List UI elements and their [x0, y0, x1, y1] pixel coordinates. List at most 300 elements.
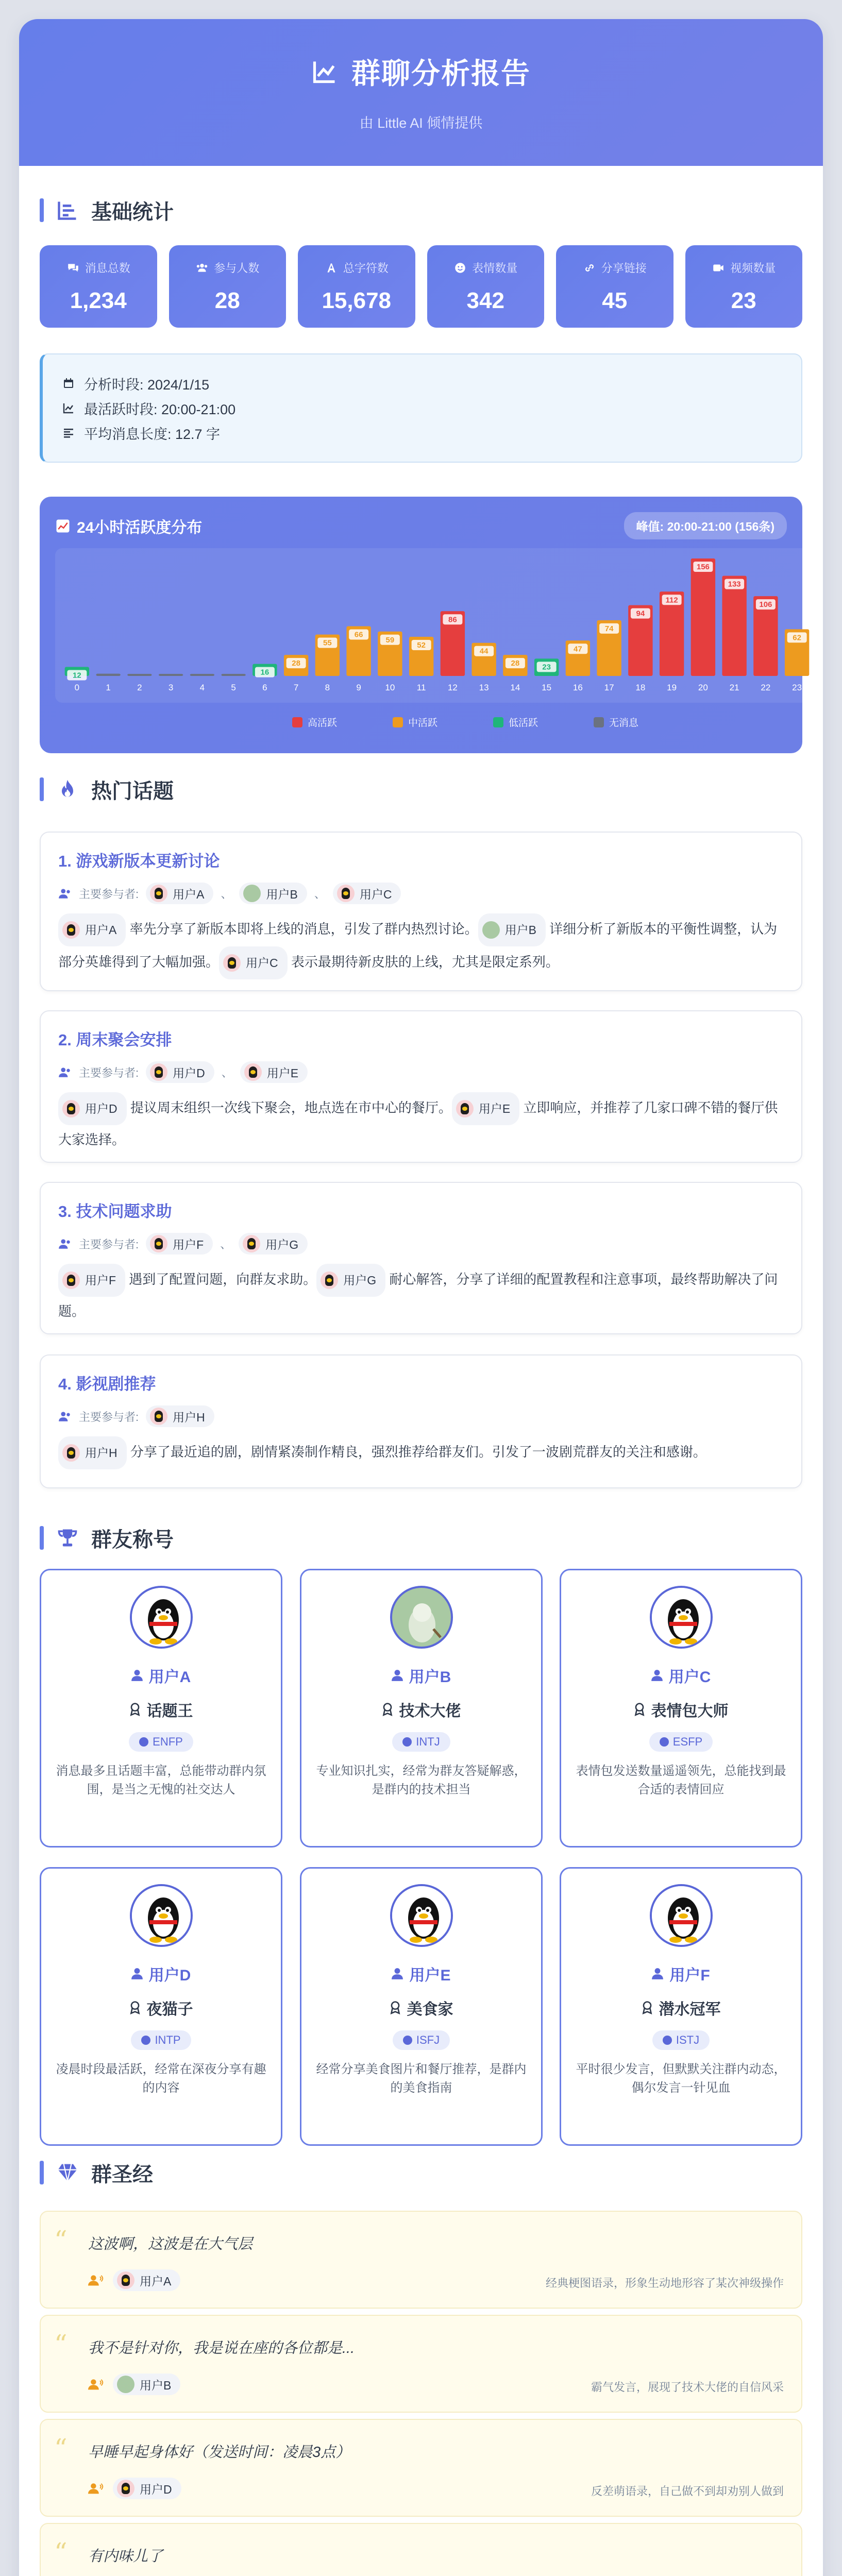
member-title: 潜水冠军 [659, 2001, 721, 2018]
quote-mark-icon: “ [54, 2329, 68, 2359]
stat-card-link [556, 245, 673, 328]
avatar [150, 1235, 167, 1252]
avatar [482, 921, 500, 939]
user-chip [58, 1436, 127, 1469]
legend-label: 无消息 [609, 718, 639, 728]
topic-participants [58, 1233, 784, 1255]
stat-label: 分享链接 [601, 262, 647, 275]
user-icon [131, 1669, 143, 1682]
page-title: 群聊分析报告 [19, 51, 823, 92]
member-title-reason: 凌晨时段最活跃，经常在深夜分享有趣的内容 [56, 2062, 266, 2095]
bar-value-label: 156 [696, 563, 710, 571]
legend-swatch [493, 717, 503, 727]
section-bar [40, 777, 44, 801]
award-icon [382, 1703, 393, 1716]
avatar-illustration [392, 1588, 453, 1649]
legend-swatch [594, 717, 604, 727]
x-tick-label: 2 [137, 683, 142, 692]
x-tick-label: 18 [635, 683, 646, 692]
member-title-row [301, 1698, 541, 1721]
x-tick-label: 11 [416, 683, 426, 692]
x-tick-label: 20 [698, 683, 708, 692]
member-name: 用户A [148, 1669, 191, 1686]
penguin-avatar [652, 1588, 713, 1649]
bar-value-label: 66 [354, 630, 363, 639]
member-title-row [561, 1996, 801, 2019]
quote-reason: 经典梗图语录，形象生动地形容了某次神级操作 [545, 2277, 784, 2290]
legend-swatch [393, 717, 403, 727]
mbti-badge [392, 1732, 450, 1752]
member-name: 用户F [669, 1967, 710, 1984]
participants-label: 主要参与者: [79, 1066, 139, 1079]
member-title-card [40, 1867, 282, 2146]
member-title: 夜猫子 [146, 2001, 193, 2018]
penguin-avatar [652, 1886, 713, 1947]
quote-card [40, 2523, 802, 2576]
section-bar [40, 2161, 44, 2184]
bar-hour-5 [221, 674, 245, 676]
user-chip [239, 883, 307, 904]
award-icon [642, 2001, 653, 2014]
user-voice-icon [88, 2274, 104, 2286]
member-title: 表情包大师 [651, 1703, 729, 1720]
participants-label: 主要参与者: [79, 887, 139, 901]
bar-value-label: 112 [665, 596, 678, 605]
topic-card [40, 1354, 802, 1488]
quote-reason: 反差萌语录，自己做不到却劝别人做到 [591, 2485, 784, 2498]
section-title-basic: 基础统计 [40, 195, 802, 226]
topic-description [58, 913, 784, 979]
description-text: 提议周末组织一次线下聚会，地点选在市中心的餐厅。 [126, 1099, 452, 1115]
quote-author [88, 2269, 180, 2291]
chart-line-icon [311, 58, 338, 85]
mbti-type: ISTJ [676, 2033, 700, 2046]
users-icon [58, 1066, 72, 1078]
avatar [62, 1444, 80, 1462]
member-avatar [130, 1586, 193, 1649]
member-title-reason: 表情包发送数量遥遥领先，总能找到最合适的表情回应 [576, 1764, 786, 1797]
award-icon [129, 1703, 141, 1716]
bar-value-label: 52 [417, 641, 426, 650]
user-name: 用户D [173, 1066, 205, 1080]
x-tick-label: 0 [74, 683, 80, 692]
user-chip [113, 2269, 180, 2291]
stat-value: 1,234 [70, 288, 127, 313]
quote-card [40, 2315, 802, 2413]
stat-label: 视频数量 [730, 262, 776, 275]
bar-value-label: 28 [511, 659, 520, 668]
stat-label-row [40, 260, 157, 276]
chat-bubbles-icon [66, 261, 80, 275]
mbti-type: INTP [155, 2033, 181, 2046]
user-icon [392, 1669, 403, 1682]
avatar [150, 1063, 167, 1081]
stat-label: 参与人数 [214, 262, 260, 275]
user-chip [219, 946, 288, 979]
user-name: 用户D [85, 1102, 117, 1115]
member-title: 美食家 [407, 2001, 453, 2018]
avatar [244, 1063, 262, 1081]
bar-value-label: 133 [728, 580, 741, 589]
avatar [62, 921, 80, 939]
stat-label-row [298, 260, 415, 276]
info-row [62, 371, 782, 396]
section-bar [40, 198, 44, 222]
user-name: 用户F [173, 1238, 204, 1251]
mbti-badge [649, 1732, 713, 1752]
x-tick-label: 1 [106, 683, 111, 692]
participants-label: 主要参与者: [79, 1410, 139, 1423]
penguin-avatar [392, 1886, 453, 1947]
participants-label: 主要参与者: [79, 1238, 139, 1251]
stat-card-chat-bubbles [40, 245, 157, 328]
user-chip [146, 1405, 214, 1427]
hourly-activity-chart [40, 497, 802, 753]
member-title-reason: 消息最多且话题丰富，总能带动群内氛围，是当之无愧的社交达人 [56, 1764, 266, 1797]
report-content [19, 195, 823, 753]
report-header [19, 19, 823, 166]
stat-card-font [298, 245, 415, 328]
avatar [243, 885, 261, 902]
user-chip [478, 913, 546, 946]
stat-label-row [427, 260, 545, 276]
topic-participants [58, 883, 784, 904]
avatar [117, 2272, 134, 2289]
member-title-card [300, 1569, 543, 1848]
stat-value: 23 [731, 288, 756, 313]
quote-text: 我不是针对你，我是说在座的各位都是... [88, 2340, 355, 2357]
avatar [337, 885, 355, 902]
mbti-type: ISFJ [416, 2033, 440, 2046]
stat-label: 表情数量 [472, 262, 518, 275]
x-tick-label: 12 [447, 683, 458, 692]
member-title-card [300, 1867, 543, 2146]
brain-icon [660, 1737, 669, 1747]
avatar [243, 1235, 260, 1252]
info-row [62, 420, 782, 445]
trend-icon [62, 402, 75, 414]
description-text: 率先分享了新版本即将上线的消息，引发了群内热烈讨论。 [126, 921, 478, 937]
user-name: 用户G [343, 1274, 377, 1287]
calendar-icon [62, 377, 75, 389]
topic-participants [58, 1061, 784, 1083]
user-chip [316, 1264, 385, 1297]
brain-icon [402, 1737, 412, 1747]
brain-icon [141, 2036, 150, 2045]
x-tick-label: 17 [604, 683, 614, 692]
quote-card [40, 2419, 802, 2517]
avatar [117, 2480, 134, 2497]
avatar [456, 1100, 474, 1117]
user-name: 用户C [246, 956, 278, 970]
info-text: 最活跃时段: 20:00-21:00 [84, 401, 236, 417]
separator: 、 [221, 887, 232, 901]
member-title-row [41, 1698, 281, 1721]
x-tick-label: 19 [667, 683, 677, 692]
topic-card [40, 832, 802, 991]
x-tick-label: 6 [262, 683, 267, 692]
member-title-card [560, 1867, 802, 2146]
brain-icon [139, 1737, 148, 1747]
user-name: 用户B [266, 887, 298, 901]
bar-hour-1 [96, 674, 120, 676]
x-tick-label: 3 [168, 683, 174, 692]
x-tick-label: 22 [761, 683, 771, 692]
description-text: 详细分析了新版本的平衡性调整，认为部分英雄得到了大幅加强。 [58, 921, 778, 970]
quote-reason: 霸气发言，展现了技术大佬的自信风采 [591, 2381, 784, 2394]
member-avatar [390, 1884, 453, 1947]
user-chip [146, 1061, 214, 1083]
user-name: 用户D [140, 2482, 172, 2496]
bar-value-label: 94 [636, 609, 645, 618]
quote-mark-icon: “ [54, 2537, 68, 2567]
bar-value-label: 28 [292, 659, 300, 668]
legend-label: 高活跃 [308, 718, 338, 728]
x-tick-label: 21 [729, 683, 739, 692]
user-name: 用户H [173, 1410, 205, 1424]
smile-icon [453, 261, 467, 275]
info-text: 分析时段: 2024/1/15 [84, 377, 210, 393]
bar-hour-21 [722, 576, 746, 676]
legend-label: 低活跃 [509, 718, 538, 728]
member-title-reason: 平时很少发言，但默默关注群内动态，偶尔发言一针见血 [576, 2062, 786, 2095]
avatar [150, 1408, 167, 1425]
align-icon [62, 427, 75, 439]
member-name-row [41, 1664, 281, 1687]
stat-label-row [685, 260, 803, 276]
stat-label: 消息总数 [85, 262, 130, 275]
user-chip [146, 883, 213, 904]
link-icon [583, 261, 596, 275]
gem-icon [56, 2161, 79, 2184]
user-name: 用户A [173, 887, 205, 901]
member-avatar [650, 1586, 713, 1649]
member-name-row [561, 1664, 801, 1687]
x-tick-label: 13 [479, 683, 489, 692]
section-title-topics: 热门话题 [40, 774, 174, 805]
x-tick-label: 8 [325, 683, 330, 692]
member-name: 用户C [668, 1669, 711, 1686]
chart-header [55, 512, 787, 539]
user-name: 用户G [265, 1238, 299, 1251]
user-chip [333, 883, 401, 904]
avatar [223, 954, 241, 972]
chart-title: 24小时活跃度分布 [55, 515, 202, 537]
stat-label-row [169, 260, 287, 276]
quote-text: 这波啊，这波是在大气层 [88, 2236, 253, 2252]
bar-value-label: 47 [574, 645, 582, 654]
member-title: 话题王 [146, 1703, 193, 1720]
trophy-icon [56, 1527, 79, 1549]
mbti-badge [129, 1732, 193, 1752]
member-title-reason: 专业知识扎实，经常为群友答疑解惑，是群内的技术担当 [316, 1764, 527, 1797]
description-text: 遇到了配置问题，向群友求助。 [125, 1271, 317, 1287]
user-chip [58, 1264, 125, 1297]
analysis-info-box [40, 353, 802, 463]
avatar [321, 1272, 338, 1289]
penguin-avatar [132, 1886, 193, 1947]
avatar [150, 885, 167, 902]
member-title-row [301, 1996, 541, 2019]
member-avatar [650, 1884, 713, 1947]
topic-title: 3. 技术问题求助 [58, 1202, 172, 1221]
mbti-type: INTJ [416, 1735, 440, 1748]
info-text: 平均消息长度: 12.7 字 [84, 426, 221, 442]
section-bar [40, 1526, 44, 1550]
topic-description [58, 1092, 784, 1154]
section-title-titles: 群友称号 [40, 1522, 174, 1553]
legend-label: 中活跃 [408, 718, 438, 728]
quote-mark-icon: “ [54, 2433, 68, 2463]
bar-value-label: 55 [323, 638, 332, 648]
x-tick-label: 7 [293, 683, 299, 692]
member-avatar [130, 1884, 193, 1947]
member-name-row [301, 1962, 541, 1985]
bar-hour-3 [159, 674, 183, 676]
user-icon [131, 1968, 143, 1980]
user-icon [392, 1968, 403, 1980]
stat-value: 342 [466, 288, 504, 313]
bar-hour-4 [190, 674, 214, 676]
user-name: 用户E [266, 1066, 299, 1080]
topic-title: 4. 影视剧推荐 [58, 1375, 156, 1393]
quote-author [88, 2374, 180, 2395]
stat-label-row [556, 260, 673, 276]
bar-value-label: 12 [73, 671, 81, 680]
bar-value-label: 16 [260, 668, 270, 677]
topic-card [40, 1182, 802, 1334]
user-name: 用户H [85, 1446, 117, 1460]
stat-card-users [169, 245, 287, 328]
description-text: 立即响应，并推荐了几家口碑不错的餐厅供大家选择。 [58, 1099, 778, 1147]
report-card [19, 19, 823, 2576]
stats-row [40, 245, 802, 328]
fire-icon [56, 778, 79, 801]
user-chip [146, 1233, 213, 1255]
topic-title: 1. 游戏新版本更新讨论 [58, 852, 220, 870]
user-voice-icon [88, 2378, 104, 2391]
stat-value: 45 [602, 288, 628, 313]
user-icon [651, 1669, 663, 1682]
chart-icon [55, 518, 71, 534]
brain-icon [663, 2036, 672, 2045]
user-chip [113, 2478, 181, 2499]
users-icon [195, 261, 209, 275]
quote-text: 有内味儿了 [88, 2548, 163, 2565]
stat-card-video [685, 245, 803, 328]
x-tick-label: 10 [385, 683, 395, 692]
member-title-reason: 经常分享美食图片和餐厅推荐，是群内的美食指南 [316, 2062, 527, 2095]
separator: 、 [220, 1238, 232, 1251]
brain-icon [403, 2036, 412, 2045]
legend-swatch [292, 717, 302, 727]
info-row [62, 396, 782, 420]
member-title-row [561, 1698, 801, 1721]
user-chip [113, 2374, 180, 2395]
quote-author [88, 2478, 181, 2499]
description-text: 分享了最近追的剧，剧情紧凑制作精良，强烈推荐给群友们。引发了一波剧荒群友的关注和感谢。 [126, 1444, 706, 1460]
user-name: 用户A [85, 923, 117, 937]
x-tick-label: 9 [356, 683, 361, 692]
topic-participants [58, 1405, 784, 1427]
topic-description [58, 1436, 784, 1469]
bar-value-label: 44 [479, 647, 489, 656]
avatar [117, 2376, 134, 2393]
activity-bar-chart [55, 548, 819, 744]
mbti-badge [652, 2030, 710, 2050]
user-chip [452, 1092, 519, 1125]
stat-value: 28 [214, 288, 240, 313]
x-tick-label: 14 [510, 683, 520, 692]
award-icon [129, 2001, 141, 2014]
member-avatar [390, 1586, 453, 1649]
member-name-row [561, 1962, 801, 1985]
avatar [62, 1100, 80, 1117]
bar-value-label: 59 [385, 635, 395, 645]
user-name: 用户C [359, 887, 392, 901]
user-name: 用户F [85, 1274, 116, 1287]
bar-hour-2 [127, 674, 151, 676]
bar-value-label: 62 [793, 633, 801, 642]
users-icon [58, 1411, 72, 1422]
user-chip [239, 1233, 308, 1255]
stat-value: 15,678 [322, 288, 392, 313]
topic-title: 2. 周末聚会安排 [58, 1031, 172, 1049]
users-icon [58, 1238, 72, 1249]
bar-value-label: 86 [448, 615, 457, 624]
topic-card [40, 1010, 802, 1163]
peak-badge: 峰值: 20:00-21:00 (156条) [624, 512, 787, 539]
member-name-row [41, 1962, 281, 1985]
member-name: 用户D [148, 1967, 191, 1984]
section-title-quotes: 群圣经 [40, 2157, 153, 2188]
x-tick-label: 4 [199, 683, 205, 692]
member-title-card [560, 1569, 802, 1848]
user-chip [58, 1092, 127, 1125]
separator: 、 [314, 887, 326, 901]
quote-mark-icon: “ [54, 2225, 68, 2255]
award-icon [634, 1703, 645, 1716]
page-subtitle: 由 Little AI 倾情提供 [359, 115, 483, 131]
description-text: 耐心解答，分享了详细的配置教程和注意事项，最终帮助解决了问题。 [58, 1271, 778, 1319]
mbti-badge [393, 2030, 450, 2050]
penguin-avatar [132, 1588, 193, 1649]
video-icon [712, 261, 725, 275]
mbti-badge [131, 2030, 191, 2050]
member-title-card [40, 1569, 282, 1848]
bar-hour-20 [691, 558, 715, 676]
member-name-row [301, 1664, 541, 1687]
mbti-type: ESFP [672, 1735, 703, 1748]
separator: 、 [221, 1066, 233, 1079]
bar-value-label: 23 [542, 663, 551, 672]
x-tick-label: 5 [231, 683, 236, 692]
member-name: 用户B [409, 1669, 451, 1686]
stat-label: 总字符数 [343, 262, 389, 275]
user-voice-icon [88, 2482, 104, 2495]
user-icon [652, 1968, 663, 1980]
user-chip [240, 1061, 308, 1083]
user-name: 用户B [504, 923, 536, 937]
mbti-type: ENFP [153, 1735, 183, 1748]
users-icon [58, 888, 72, 899]
quote-card [40, 2211, 802, 2309]
quote-text: 早睡早起身体好（发送时间：凌晨3点） [88, 2444, 351, 2461]
bar-list-icon [56, 199, 79, 222]
user-name: 用户B [140, 2378, 172, 2392]
x-tick-label: 23 [792, 683, 802, 692]
member-title: 技术大佬 [399, 1703, 461, 1720]
